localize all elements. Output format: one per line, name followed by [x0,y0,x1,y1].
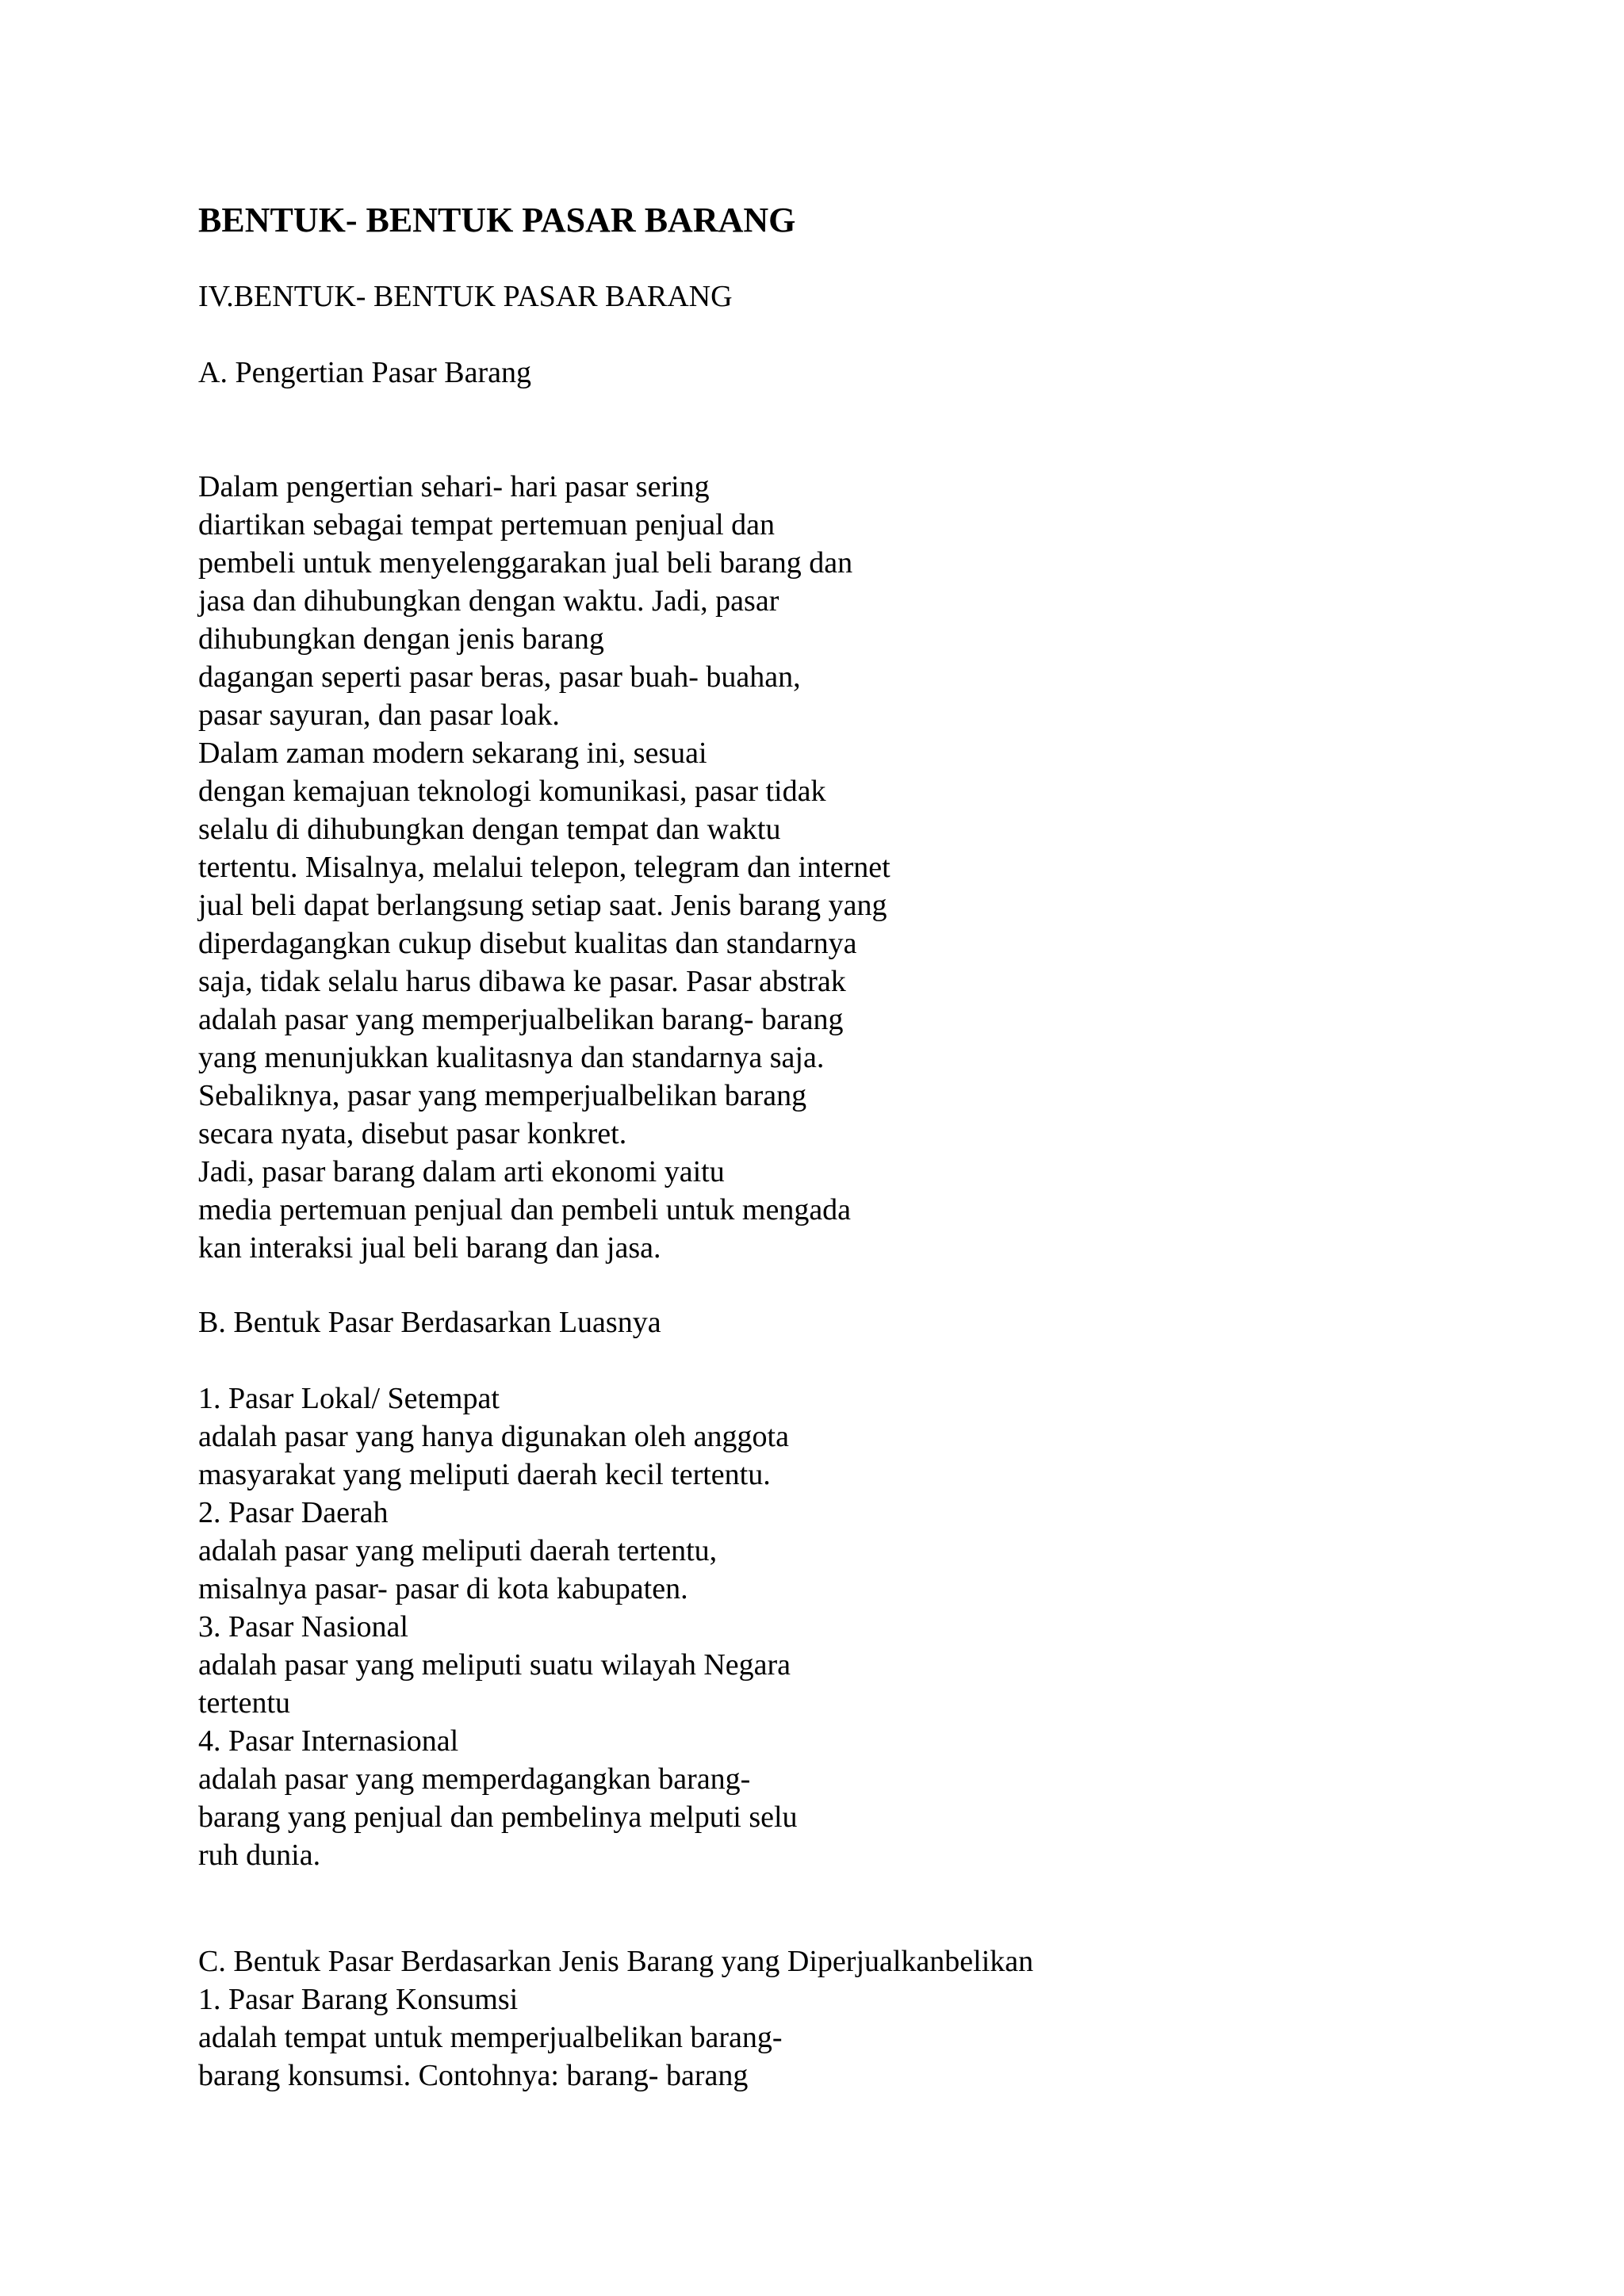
paragraph-line: tertentu. Misalnya, melalui telepon, telegram dan internet [198,851,891,884]
list-line: 1. Pasar Lokal/ Setempat [198,1382,500,1415]
list-line: masyarakat yang meliputi daerah kecil tertentu. [198,1458,771,1491]
paragraph-line: adalah pasar yang memperjualbelikan barang- barang [198,1003,844,1036]
paragraph-line: pembeli untuk menyelenggarakan jual beli barang dan [198,546,853,580]
paragraph-line: jual beli dapat berlangsung setiap saat. Jenis barang yang [198,889,887,922]
paragraph-line: jasa dan dihubungkan dengan waktu. Jadi, pasar [198,584,779,618]
paragraph-line: Dalam zaman modern sekarang ini, sesuai [198,737,707,770]
paragraph-line: diperdagangkan cukup disebut kualitas dan standarnya [198,927,857,960]
paragraph-line: Sebaliknya, pasar yang memperjualbelikan barang [198,1079,807,1112]
list-line: 2. Pasar Daerah [198,1496,389,1529]
list-line: 4. Pasar Internasional [198,1724,459,1758]
list-line: barang yang penjual dan pembelinya melputi selu [198,1800,798,1834]
list-line: barang konsumsi. Contohnya: barang- barang [198,2059,749,2092]
subtitle-text: IV.BENTUK- BENTUK PASAR BARANG [198,280,733,313]
paragraph-line: kan interaksi jual beli barang dan jasa. [198,1231,661,1265]
section-b-heading [198,1303,661,1341]
list-line: adalah pasar yang meliputi daerah tertentu, [198,1534,718,1567]
section-c-body [198,1942,1033,2095]
list-line: 1. Pasar Barang Konsumsi [198,1983,519,2016]
document-title: BENTUK- BENTUK PASAR BARANG [198,201,796,239]
paragraph-line: selalu di dihubungkan dengan tempat dan waktu [198,813,781,846]
list-line: misalnya pasar- pasar di kota kabupaten. [198,1572,688,1605]
paragraph-line: secara nyata, disebut pasar konkret. [198,1117,627,1150]
paragraph-line: diartikan sebagai tempat pertemuan penjual dan [198,508,775,541]
paragraph-line: dengan kemajuan teknologi komunikasi, pasar tidak [198,775,826,808]
list-line: 3. Pasar Nasional [198,1610,408,1644]
section-b-body [198,1380,798,1874]
list-line: ruh dunia. [198,1839,321,1872]
section-c-heading-text: C. Bentuk Pasar Berdasarkan Jenis Barang yang Diperjualkanbelikan [198,1945,1034,1978]
document-subtitle [198,277,733,316]
paragraph-line: dihubungkan dengan jenis barang [198,622,604,656]
section-a-heading-text: A. Pengertian Pasar Barang [198,356,531,389]
list-line: adalah tempat untuk memperjualbelikan barang- [198,2021,783,2054]
section-a-heading [198,354,531,392]
paragraph-line: media pertemuan penjual dan pembeli untuk mengada [198,1193,852,1226]
section-b-heading-text: B. Bentuk Pasar Berdasarkan Luasnya [198,1306,661,1339]
list-line: tertentu [198,1686,291,1720]
paragraph-line: yang menunjukkan kualitasnya dan standarnya saja. [198,1041,825,1074]
section-a-body [198,468,891,1267]
list-line: adalah pasar yang meliputi suatu wilayah Negara [198,1648,791,1682]
list-line: adalah pasar yang hanya digunakan oleh anggota [198,1420,789,1453]
paragraph-line: Jadi, pasar barang dalam arti ekonomi yaitu [198,1155,725,1188]
paragraph-line: Dalam pengertian sehari- hari pasar sering [198,470,710,503]
paragraph-line: pasar sayuran, dan pasar loak. [198,698,560,732]
paragraph-line: saja, tidak selalu harus dibawa ke pasar. Pasar abstrak [198,965,846,998]
list-line: adalah pasar yang memperdagangkan barang- [198,1762,751,1796]
paragraph-line: dagangan seperti pasar beras, pasar buah- buahan, [198,660,801,694]
